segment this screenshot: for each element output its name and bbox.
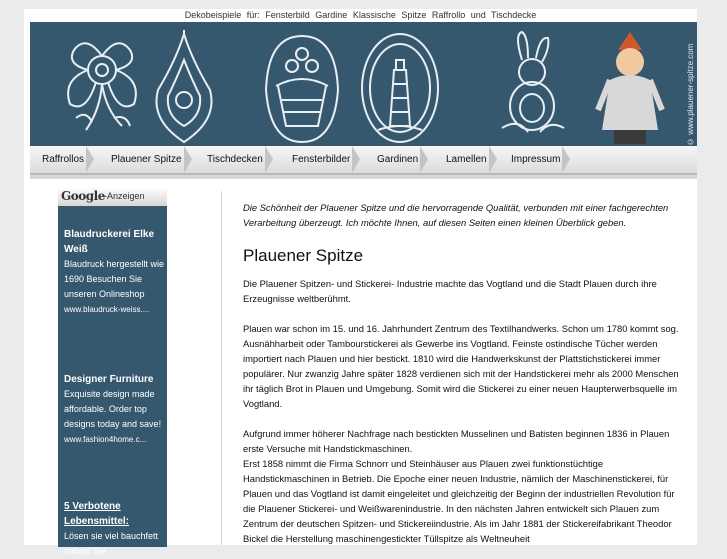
nav-separator-icon [489,146,497,173]
nav-item-impressum[interactable]: Impressum [511,146,560,173]
ad-title[interactable]: Designer Furniture [64,374,154,385]
ad-url[interactable]: www.fashion4home.c... [64,435,147,444]
ads-header[interactable] [58,187,167,206]
flower-lace-icon [56,30,148,142]
copyright-text: © www.plauener-spitze.com [686,43,695,146]
nav-separator-icon [265,146,273,173]
bunny-lace-icon [488,30,572,142]
top-link-line[interactable]: Dekobeispiele für: Fensterbild Gardine Klassische Spitze Raffrollo und Tischdecke [184,10,537,20]
nav-separator-icon [86,146,94,173]
ad-body: Exquisite design made affordable. Order top designs today and save! [64,389,162,429]
nav-separator-icon [352,146,360,173]
ad-item[interactable] [64,227,165,317]
ad-title[interactable]: Blaudruckerei Elke Weiß [64,229,155,255]
nav-separator-icon [420,146,428,173]
header-banner [30,22,697,152]
nav-item-gardinen[interactable]: Gardinen [377,146,418,173]
paragraph: Erst 1858 nimmt die Firma Schnorr und Steinhäuser aus Plauen zwei funktionstüchtige Handstickmaschinen in Betrieb. Die Epoche einer neuen Industrie, nämlich der Maschinenstickerei, für Plauen und das Vogtland ist damit eingeleitet und gleichzeitig der Beginn der industriellen Revolution für die Plauener Stickerei- und Weißwarenindustrie. In den nächsten Jahren entwickelt sich Plauen zum Zentrum der deutschen Spitzen- und Stickereiindustrie. Als im Jahr 1881 der Stickereifabrikant Theodor Bickel die Herstellung maschinengestickter Tüllspitze als Weltneuheit [243,458,675,544]
main-content [243,200,683,546]
paragraph: Die Plauener Spitzen- und Stickerei- Industrie machte das Vogtland und die Stadt Plauen durch ihre Erzeugnisse weltberühmt. [243,278,657,304]
main-navigation [30,146,697,175]
basket-lace-icon [260,30,344,148]
column-divider [221,191,222,545]
paragraph: Aufgrund immer höherer Nachfrage nach bestickten Musselinen und Batisten beginnen 1836 in Plauen erste Versuche mit Handstickmaschinen. [243,428,670,454]
nav-separator-icon [184,146,192,173]
doll-figure-icon [592,30,668,150]
intro-text: Die Schönheit der Plauener Spitze und die hervorragende Qualität, verbunden mit einer fachgerechten Verarbeitung überzeugt. Ich möchte Ihnen, auf diesen Seiten einen kleinen Überblick geben. [243,202,669,228]
page-title: Plauener Spitze [243,246,364,265]
ads-label: -Anzeigen [104,191,145,201]
nav-shadow [30,175,697,179]
nav-item-fensterbilder[interactable]: Fensterbilder [292,146,350,173]
nav-separator-icon [562,146,570,173]
nav-item-tischdecken[interactable]: Tischdecken [207,146,263,173]
lighthouse-lace-icon [358,30,442,148]
ad-url[interactable]: www.blaudruck-weiss.... [64,305,150,314]
ads-sidebar [58,187,167,556]
teardrop-lace-icon [148,30,220,148]
paragraph: Plauen war schon im 15. und 16. Jahrhundert Zentrum des Textilhandwerks. Schon um 1780 kommt sog. Ausnähharbeit oder Tambourstickerei als Gewerbe ins Vogtland. Feinste ostindische Tücher werden importiert nach Plauen und hier bestickt. 1810 wird die Handwerkskunst der Plattstichstickerei immer populärer. Nur zwanzig Jahre später 1828 verdienen sich mit der Handstickerei mehr als 2000 Menschen ihr täglich Brot in Plauen und Umgebung. Somit wird die Stickerei zu einer neuen Haupterwerbsquelle im Vogtland. [243,323,679,409]
ad-body: Blaudruck hergestellt wie 1690 Besuchen Sie unseren Onlineshop [64,259,165,299]
ad-item[interactable] [64,372,165,447]
ad-body: Lösen sie viel bauchfett sobald Sie [64,531,159,556]
google-logo: Google [61,189,105,203]
nav-item-lamellen[interactable]: Lamellen [446,146,487,173]
nav-item-plauener-spitze[interactable]: Plauener Spitze [111,146,182,173]
page [24,9,697,556]
nav-item-raffrollos[interactable]: Raffrollos [42,146,84,173]
ad-title[interactable]: 5 Verbotene Lebensmittel: [64,501,130,527]
ad-item[interactable] [64,499,165,559]
